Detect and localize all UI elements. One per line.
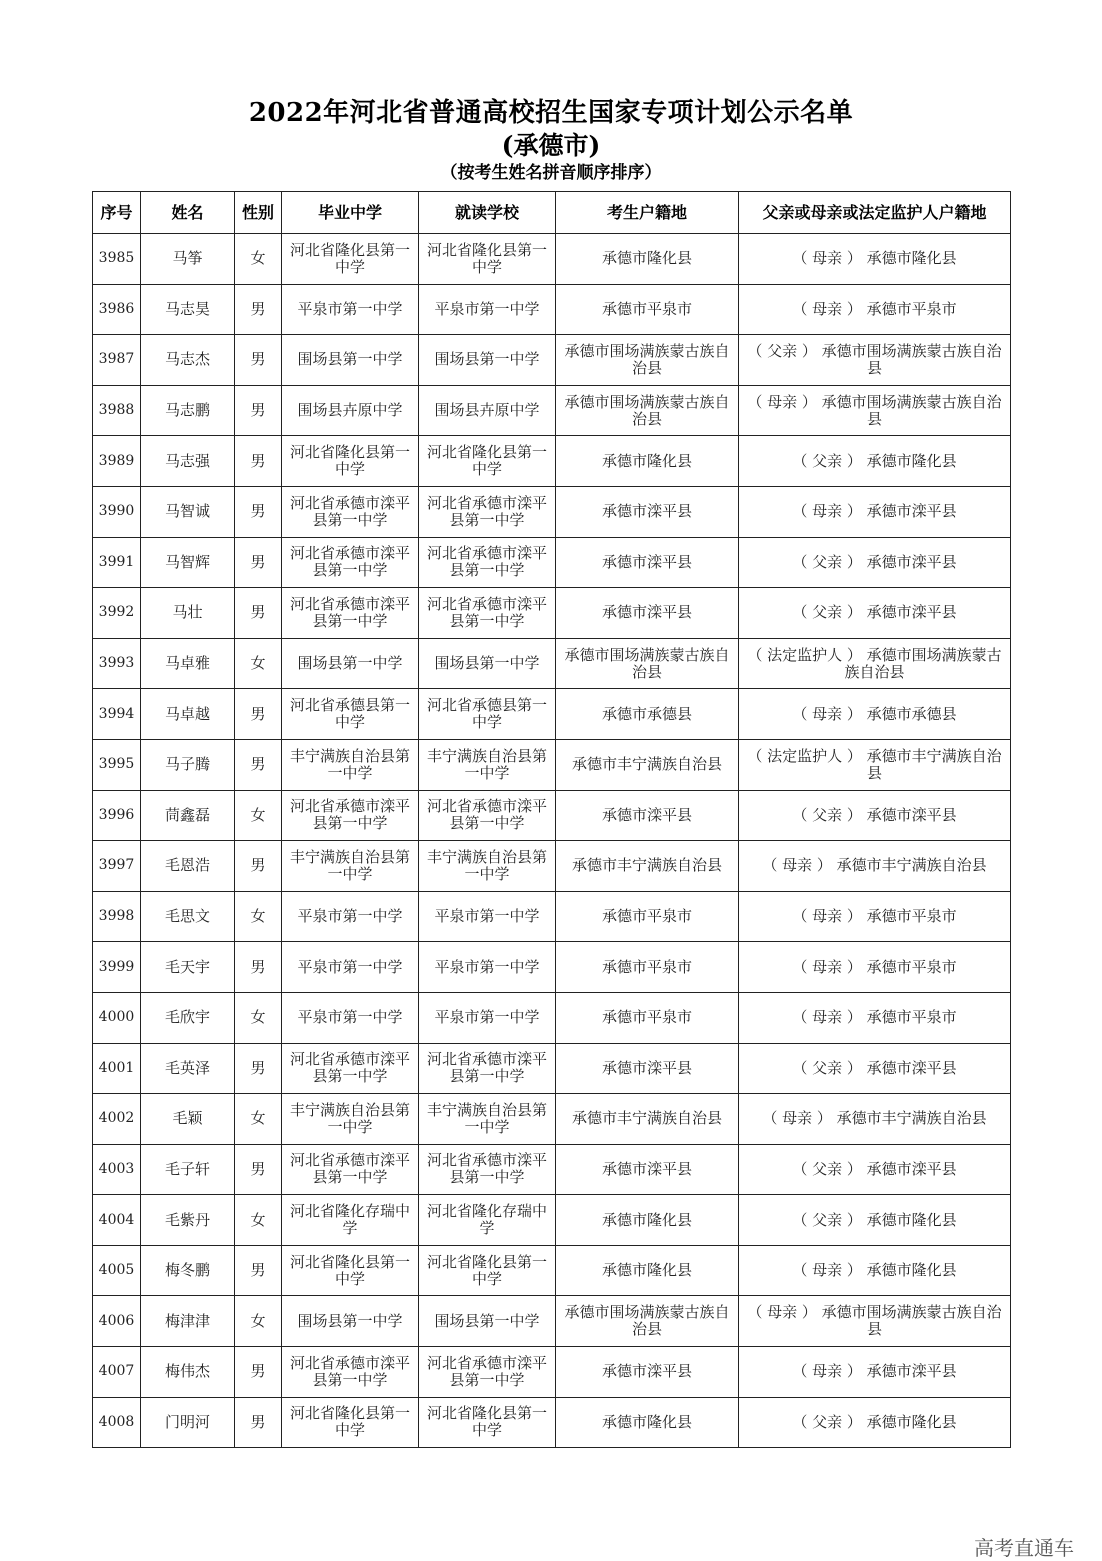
cell-name: 毛思文 [141,891,235,942]
cell-index: 3999 [93,942,141,993]
cell-name: 毛英泽 [141,1043,235,1094]
table-row [93,234,1011,285]
cell-index: 4004 [93,1195,141,1246]
cell-index: 4003 [93,1144,141,1195]
cell-household-registration: 承德市隆化县 [556,1245,739,1296]
cell-guardian-registration: （ 父亲 ） 承德市隆化县 [739,1397,1011,1448]
cell-household-registration: 承德市平泉市 [556,891,739,942]
cell-current-school: 围场县第一中学 [419,1296,556,1347]
header-graduate-school: 毕业中学 [282,192,419,234]
cell-gender: 女 [235,1195,282,1246]
cell-graduate-school: 河北省隆化县第一中学 [282,1397,419,1448]
cell-household-registration: 承德市围场满族蒙古族自治县 [556,638,739,689]
cell-index: 3998 [93,891,141,942]
cell-current-school: 河北省隆化县第一中学 [419,234,556,285]
cell-gender: 男 [235,486,282,537]
cell-household-registration: 承德市隆化县 [556,1195,739,1246]
cell-current-school: 平泉市第一中学 [419,942,556,993]
cell-graduate-school: 围场县第一中学 [282,1296,419,1347]
cell-guardian-registration: （ 母亲 ） 承德市平泉市 [739,942,1011,993]
cell-graduate-school: 河北省承德市滦平县第一中学 [282,1347,419,1398]
cell-name: 门明河 [141,1397,235,1448]
cell-name: 马卓越 [141,689,235,740]
table-row [93,638,1011,689]
cell-current-school: 河北省承德市滦平县第一中学 [419,486,556,537]
cell-graduate-school: 平泉市第一中学 [282,942,419,993]
cell-name: 毛天宇 [141,942,235,993]
cell-name: 马智辉 [141,537,235,588]
cell-gender: 男 [235,335,282,386]
cell-current-school: 围场县第一中学 [419,335,556,386]
cell-index: 4000 [93,992,141,1043]
cell-guardian-registration: （ 父亲 ） 承德市滦平县 [739,1043,1011,1094]
table-row [93,790,1011,841]
cell-graduate-school: 围场县卉原中学 [282,385,419,436]
cell-household-registration: 承德市滦平县 [556,588,739,639]
cell-gender: 男 [235,1245,282,1296]
table-row [93,1195,1011,1246]
cell-current-school: 丰宁满族自治县第一中学 [419,1094,556,1145]
table-row [93,588,1011,639]
header-guardian-registration: 父亲或母亲或法定监护人户籍地 [739,192,1011,234]
cell-household-registration: 承德市围场满族蒙古族自治县 [556,385,739,436]
cell-gender: 女 [235,638,282,689]
cell-name: 毛子轩 [141,1144,235,1195]
cell-guardian-registration: （ 法定监护人 ） 承德市围场满族蒙古族自治县 [739,638,1011,689]
cell-graduate-school: 河北省隆化县第一中学 [282,234,419,285]
cell-guardian-registration: （ 母亲 ） 承德市平泉市 [739,284,1011,335]
cell-gender: 男 [235,588,282,639]
cell-index: 3996 [93,790,141,841]
cell-gender: 女 [235,790,282,841]
cell-current-school: 河北省隆化县第一中学 [419,1397,556,1448]
table-row [93,1144,1011,1195]
table-row [93,942,1011,993]
cell-index: 4007 [93,1347,141,1398]
cell-household-registration: 承德市围场满族蒙古族自治县 [556,1296,739,1347]
cell-household-registration: 承德市丰宁满族自治县 [556,841,739,892]
cell-gender: 男 [235,739,282,790]
header-index: 序号 [93,192,141,234]
cell-current-school: 河北省承德市滦平县第一中学 [419,1347,556,1398]
cell-guardian-registration: （ 母亲 ） 承德市隆化县 [739,234,1011,285]
table-row [93,1347,1011,1398]
cell-current-school: 河北省承德市滦平县第一中学 [419,790,556,841]
table-row [93,689,1011,740]
header-name: 姓名 [141,192,235,234]
table-row [93,385,1011,436]
cell-graduate-school: 河北省隆化县第一中学 [282,1245,419,1296]
cell-gender: 男 [235,284,282,335]
cell-name: 马志昊 [141,284,235,335]
cell-current-school: 河北省承德市滦平县第一中学 [419,588,556,639]
cell-graduate-school: 平泉市第一中学 [282,992,419,1043]
cell-gender: 男 [235,385,282,436]
cell-graduate-school: 河北省隆化县第一中学 [282,436,419,487]
cell-index: 3993 [93,638,141,689]
cell-current-school: 围场县第一中学 [419,638,556,689]
page-title: 2022年河北省普通高校招生国家专项计划公示名单 [248,98,854,128]
cell-guardian-registration: （ 母亲 ） 承德市隆化县 [739,1245,1011,1296]
cell-guardian-registration: （ 母亲 ） 承德市丰宁满族自治县 [739,1094,1011,1145]
table-row [93,1245,1011,1296]
cell-graduate-school: 平泉市第一中学 [282,891,419,942]
cell-guardian-registration: （ 母亲 ） 承德市承德县 [739,689,1011,740]
cell-name: 梅伟杰 [141,1347,235,1398]
cell-graduate-school: 丰宁满族自治县第一中学 [282,739,419,790]
cell-index: 4005 [93,1245,141,1296]
cell-graduate-school: 围场县第一中学 [282,335,419,386]
cell-household-registration: 承德市滦平县 [556,1347,739,1398]
table-row [93,841,1011,892]
cell-name: 马志鹏 [141,385,235,436]
table-row [93,739,1011,790]
cell-gender: 女 [235,1296,282,1347]
cell-gender: 女 [235,234,282,285]
cell-graduate-school: 河北省承德县第一中学 [282,689,419,740]
cell-name: 马筝 [141,234,235,285]
cell-current-school: 平泉市第一中学 [419,284,556,335]
cell-name: 毛欣宇 [141,992,235,1043]
cell-index: 3989 [93,436,141,487]
cell-guardian-registration: （ 母亲 ） 承德市平泉市 [739,891,1011,942]
cell-guardian-registration: （ 父亲 ） 承德市滦平县 [739,588,1011,639]
table-row [93,284,1011,335]
table-row [93,1397,1011,1448]
cell-name: 马志杰 [141,335,235,386]
table-row [93,537,1011,588]
cell-guardian-registration: （ 母亲 ） 承德市滦平县 [739,486,1011,537]
cell-index: 4006 [93,1296,141,1347]
cell-current-school: 平泉市第一中学 [419,891,556,942]
cell-current-school: 河北省承德县第一中学 [419,689,556,740]
table-row [93,992,1011,1043]
cell-graduate-school: 平泉市第一中学 [282,284,419,335]
cell-index: 3997 [93,841,141,892]
cell-guardian-registration: （ 母亲 ） 承德市平泉市 [739,992,1011,1043]
cell-household-registration: 承德市隆化县 [556,1397,739,1448]
cell-household-registration: 承德市平泉市 [556,942,739,993]
cell-name: 茼鑫磊 [141,790,235,841]
sort-note: （按考生姓名拼音顺序排序） [440,163,662,183]
cell-name: 毛恩浩 [141,841,235,892]
cell-index: 4008 [93,1397,141,1448]
cell-name: 梅津津 [141,1296,235,1347]
cell-household-registration: 承德市隆化县 [556,234,739,285]
cell-index: 3987 [93,335,141,386]
header-current-school: 就读学校 [419,192,556,234]
cell-gender: 女 [235,1094,282,1145]
cell-graduate-school: 围场县第一中学 [282,638,419,689]
cell-graduate-school: 河北省承德市滦平县第一中学 [282,486,419,537]
cell-index: 3994 [93,689,141,740]
cell-household-registration: 承德市承德县 [556,689,739,740]
cell-current-school: 丰宁满族自治县第一中学 [419,739,556,790]
cell-guardian-registration: （ 法定监护人 ） 承德市丰宁满族自治县 [739,739,1011,790]
table-row [93,1094,1011,1145]
cell-gender: 男 [235,537,282,588]
cell-gender: 男 [235,841,282,892]
watermark: 高考直通车 [974,1536,1074,1560]
cell-household-registration: 承德市丰宁满族自治县 [556,739,739,790]
cell-name: 马卓雅 [141,638,235,689]
cell-current-school: 河北省隆化县第一中学 [419,1245,556,1296]
cell-name: 毛紫丹 [141,1195,235,1246]
cell-household-registration: 承德市隆化县 [556,436,739,487]
cell-index: 3990 [93,486,141,537]
cell-gender: 男 [235,1144,282,1195]
cell-gender: 女 [235,891,282,942]
cell-guardian-registration: （ 母亲 ） 承德市围场满族蒙古族自治县 [739,385,1011,436]
cell-name: 马壮 [141,588,235,639]
cell-household-registration: 承德市平泉市 [556,284,739,335]
cell-household-registration: 承德市滦平县 [556,486,739,537]
cell-name: 毛颖 [141,1094,235,1145]
cell-gender: 男 [235,689,282,740]
cell-current-school: 河北省承德市滦平县第一中学 [419,1144,556,1195]
cell-guardian-registration: （ 父亲 ） 承德市围场满族蒙古族自治县 [739,335,1011,386]
cell-current-school: 平泉市第一中学 [419,992,556,1043]
cell-name: 马智诚 [141,486,235,537]
table-row [93,486,1011,537]
table-row [93,1043,1011,1094]
cell-guardian-registration: （ 母亲 ） 承德市滦平县 [739,1347,1011,1398]
cell-gender: 男 [235,436,282,487]
cell-gender: 女 [235,992,282,1043]
cell-guardian-registration: （ 母亲 ） 承德市围场满族蒙古族自治县 [739,1296,1011,1347]
cell-household-registration: 承德市围场满族蒙古族自治县 [556,335,739,386]
page-subtitle: (承德市) [501,131,601,160]
header-household-registration: 考生户籍地 [556,192,739,234]
table-header-row [93,192,1011,234]
cell-gender: 男 [235,1347,282,1398]
cell-current-school: 河北省隆化县第一中学 [419,436,556,487]
table-row [93,436,1011,487]
cell-graduate-school: 河北省承德市滦平县第一中学 [282,588,419,639]
cell-household-registration: 承德市丰宁满族自治县 [556,1094,739,1145]
cell-household-registration: 承德市滦平县 [556,790,739,841]
cell-guardian-registration: （ 父亲 ） 承德市滦平县 [739,537,1011,588]
cell-gender: 男 [235,1397,282,1448]
cell-guardian-registration: （ 父亲 ） 承德市隆化县 [739,436,1011,487]
cell-graduate-school: 河北省承德市滦平县第一中学 [282,790,419,841]
cell-index: 3995 [93,739,141,790]
cell-current-school: 围场县卉原中学 [419,385,556,436]
cell-graduate-school: 丰宁满族自治县第一中学 [282,1094,419,1145]
cell-name: 马志强 [141,436,235,487]
cell-index: 3992 [93,588,141,639]
cell-index: 4001 [93,1043,141,1094]
cell-gender: 男 [235,942,282,993]
cell-name: 马子腾 [141,739,235,790]
admission-table [92,191,1011,1448]
cell-current-school: 河北省承德市滦平县第一中学 [419,1043,556,1094]
cell-household-registration: 承德市滦平县 [556,537,739,588]
cell-guardian-registration: （ 父亲 ） 承德市滦平县 [739,1144,1011,1195]
cell-current-school: 河北省承德市滦平县第一中学 [419,537,556,588]
cell-index: 3991 [93,537,141,588]
cell-index: 3985 [93,234,141,285]
cell-household-registration: 承德市滦平县 [556,1144,739,1195]
cell-graduate-school: 河北省隆化存瑞中学 [282,1195,419,1246]
cell-gender: 男 [235,1043,282,1094]
cell-graduate-school: 丰宁满族自治县第一中学 [282,841,419,892]
table-row [93,335,1011,386]
cell-household-registration: 承德市平泉市 [556,992,739,1043]
cell-index: 3988 [93,385,141,436]
cell-index: 3986 [93,284,141,335]
cell-guardian-registration: （ 母亲 ） 承德市丰宁满族自治县 [739,841,1011,892]
cell-current-school: 丰宁满族自治县第一中学 [419,841,556,892]
header-gender: 性别 [235,192,282,234]
cell-name: 梅冬鹏 [141,1245,235,1296]
cell-guardian-registration: （ 父亲 ） 承德市滦平县 [739,790,1011,841]
cell-index: 4002 [93,1094,141,1145]
cell-graduate-school: 河北省承德市滦平县第一中学 [282,1043,419,1094]
cell-household-registration: 承德市滦平县 [556,1043,739,1094]
cell-graduate-school: 河北省承德市滦平县第一中学 [282,537,419,588]
cell-graduate-school: 河北省承德市滦平县第一中学 [282,1144,419,1195]
table-row [93,1296,1011,1347]
cell-current-school: 河北省隆化存瑞中学 [419,1195,556,1246]
table-row [93,891,1011,942]
cell-guardian-registration: （ 父亲 ） 承德市隆化县 [739,1195,1011,1246]
